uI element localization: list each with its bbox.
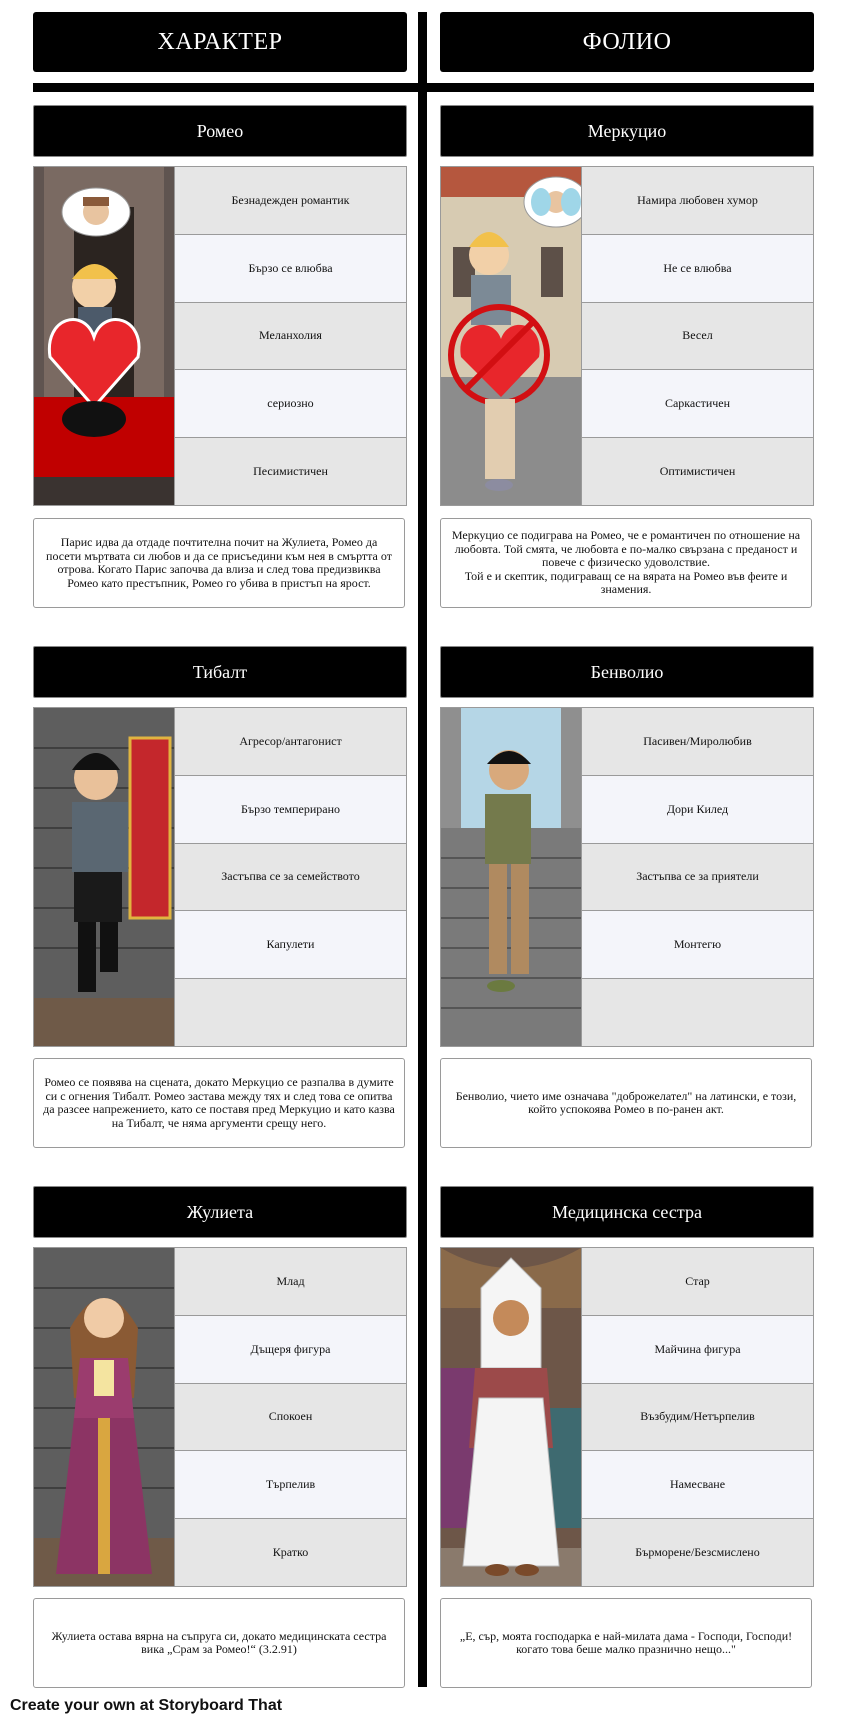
trait-item: Капулети bbox=[174, 911, 406, 979]
panel-benvolio bbox=[440, 707, 814, 1047]
trait-item: Майчина фигура bbox=[581, 1316, 813, 1384]
trait-item: Възбудим/Нетърпелив bbox=[581, 1384, 813, 1452]
trait-item: Кратко bbox=[174, 1519, 406, 1586]
benvolio-scene-image bbox=[441, 708, 581, 1046]
trait-item: Весел bbox=[581, 303, 813, 371]
trait-item: Монтегю bbox=[581, 911, 813, 979]
center-divider bbox=[418, 12, 427, 1687]
trait-list bbox=[581, 708, 813, 1046]
trait-item: Спокоен bbox=[174, 1384, 406, 1452]
trait-list bbox=[581, 1248, 813, 1586]
column-header-character: ХАРАКТЕР bbox=[33, 12, 407, 72]
trait-item bbox=[174, 979, 406, 1046]
trait-item: Намесване bbox=[581, 1451, 813, 1519]
trait-item: Оптимистичен bbox=[581, 438, 813, 505]
name-tybalt: Тибалт bbox=[33, 646, 407, 698]
trait-list bbox=[174, 167, 406, 505]
description-nurse: „Е, сър, моята господарка е най-милата дама - Господи, Господи! когато това беше малко празнично нещо..." bbox=[440, 1598, 812, 1688]
trait-item bbox=[581, 979, 813, 1046]
trait-item: Бърморене/Безсмислено bbox=[581, 1519, 813, 1586]
description-juliet: Жулиета остава вярна на съпруга си, докато медицинската сестра вика „Срам за Ромео!“ (3.2.91) bbox=[33, 1598, 405, 1688]
trait-item: Саркастичен bbox=[581, 370, 813, 438]
nurse-illustration bbox=[441, 1248, 581, 1586]
juliet-scene-image bbox=[34, 1248, 174, 1586]
trait-item: Застъпва се за семейството bbox=[174, 844, 406, 912]
juliet-illustration bbox=[34, 1248, 174, 1586]
name-mercutio: Меркуцио bbox=[440, 105, 814, 157]
trait-item: Бързо се влюбва bbox=[174, 235, 406, 303]
panel-romeo bbox=[33, 166, 407, 506]
trait-item: Пасивен/Миролюбив bbox=[581, 708, 813, 776]
name-nurse: Медицинска сестра bbox=[440, 1186, 814, 1238]
romeo-illustration bbox=[34, 167, 174, 505]
romeo-scene-image bbox=[34, 167, 174, 505]
trait-item: Застъпва се за приятели bbox=[581, 844, 813, 912]
panel-nurse bbox=[440, 1247, 814, 1587]
trait-list bbox=[174, 1248, 406, 1586]
trait-item: Намира любовен хумор bbox=[581, 167, 813, 235]
description-mercutio: Меркуцио се подиграва на Ромео, че е романтичен по отношение на любовта. Той смята, че любовта е по-малко свързана с преданост и повече с физическо удоволствие. Той е и скептик, подиграващ се на вярата на Ромео във феите и знамения. bbox=[440, 518, 812, 608]
trait-item: Агресор/антагонист bbox=[174, 708, 406, 776]
benvolio-illustration bbox=[441, 708, 581, 1046]
panel-mercutio bbox=[440, 166, 814, 506]
nurse-scene-image bbox=[441, 1248, 581, 1586]
trait-item: сериозно bbox=[174, 370, 406, 438]
trait-item: Млад bbox=[174, 1248, 406, 1316]
storyboard-that-credit-link[interactable]: Create your own at Storyboard That bbox=[10, 1697, 283, 1714]
tybalt-scene-image bbox=[34, 708, 174, 1046]
mercutio-illustration bbox=[441, 167, 581, 505]
name-benvolio: Бенволио bbox=[440, 646, 814, 698]
trait-item: Търпелив bbox=[174, 1451, 406, 1519]
trait-item: Меланхолия bbox=[174, 303, 406, 371]
mercutio-scene-image bbox=[441, 167, 581, 505]
column-header-foil: ФОЛИО bbox=[440, 12, 814, 72]
name-romeo: Ромео bbox=[33, 105, 407, 157]
description-romeo: Парис идва да отдаде почтителна почит на Жулиета, Ромео да посети мъртвата си любов и да се присъедини към нея в смъртта от отрова. Когато Парис започва да влиза и след това предизвиква Ромео като престъпник, Ромео го убива в пристъп на ярост. bbox=[33, 518, 405, 608]
trait-item: Дори Килед bbox=[581, 776, 813, 844]
trait-item: Не се влюбва bbox=[581, 235, 813, 303]
name-juliet: Жулиета bbox=[33, 1186, 407, 1238]
header-divider bbox=[33, 83, 814, 92]
tybalt-illustration bbox=[34, 708, 174, 1046]
panel-tybalt bbox=[33, 707, 407, 1047]
trait-item: Дъщеря фигура bbox=[174, 1316, 406, 1384]
description-benvolio: Бенволио, чието име означава "доброжелател" на латински, е този, който успокоява Ромео в по-ранен акт. bbox=[440, 1058, 812, 1148]
description-tybalt: Ромео се появява на сцената, докато Меркуцио се разпалва в думите си с огнения Тибалт. Ромео застава между тях и след това се опитва да разсее напрежението, като се поставя пред Меркуцио и като казва на Тибалт, че няма аргументи срещу него. bbox=[33, 1058, 405, 1148]
trait-item: Песимистичен bbox=[174, 438, 406, 505]
trait-item: Бързо темперирано bbox=[174, 776, 406, 844]
trait-item: Безнадежден романтик bbox=[174, 167, 406, 235]
trait-item: Стар bbox=[581, 1248, 813, 1316]
trait-list bbox=[174, 708, 406, 1046]
trait-list bbox=[581, 167, 813, 505]
panel-juliet bbox=[33, 1247, 407, 1587]
